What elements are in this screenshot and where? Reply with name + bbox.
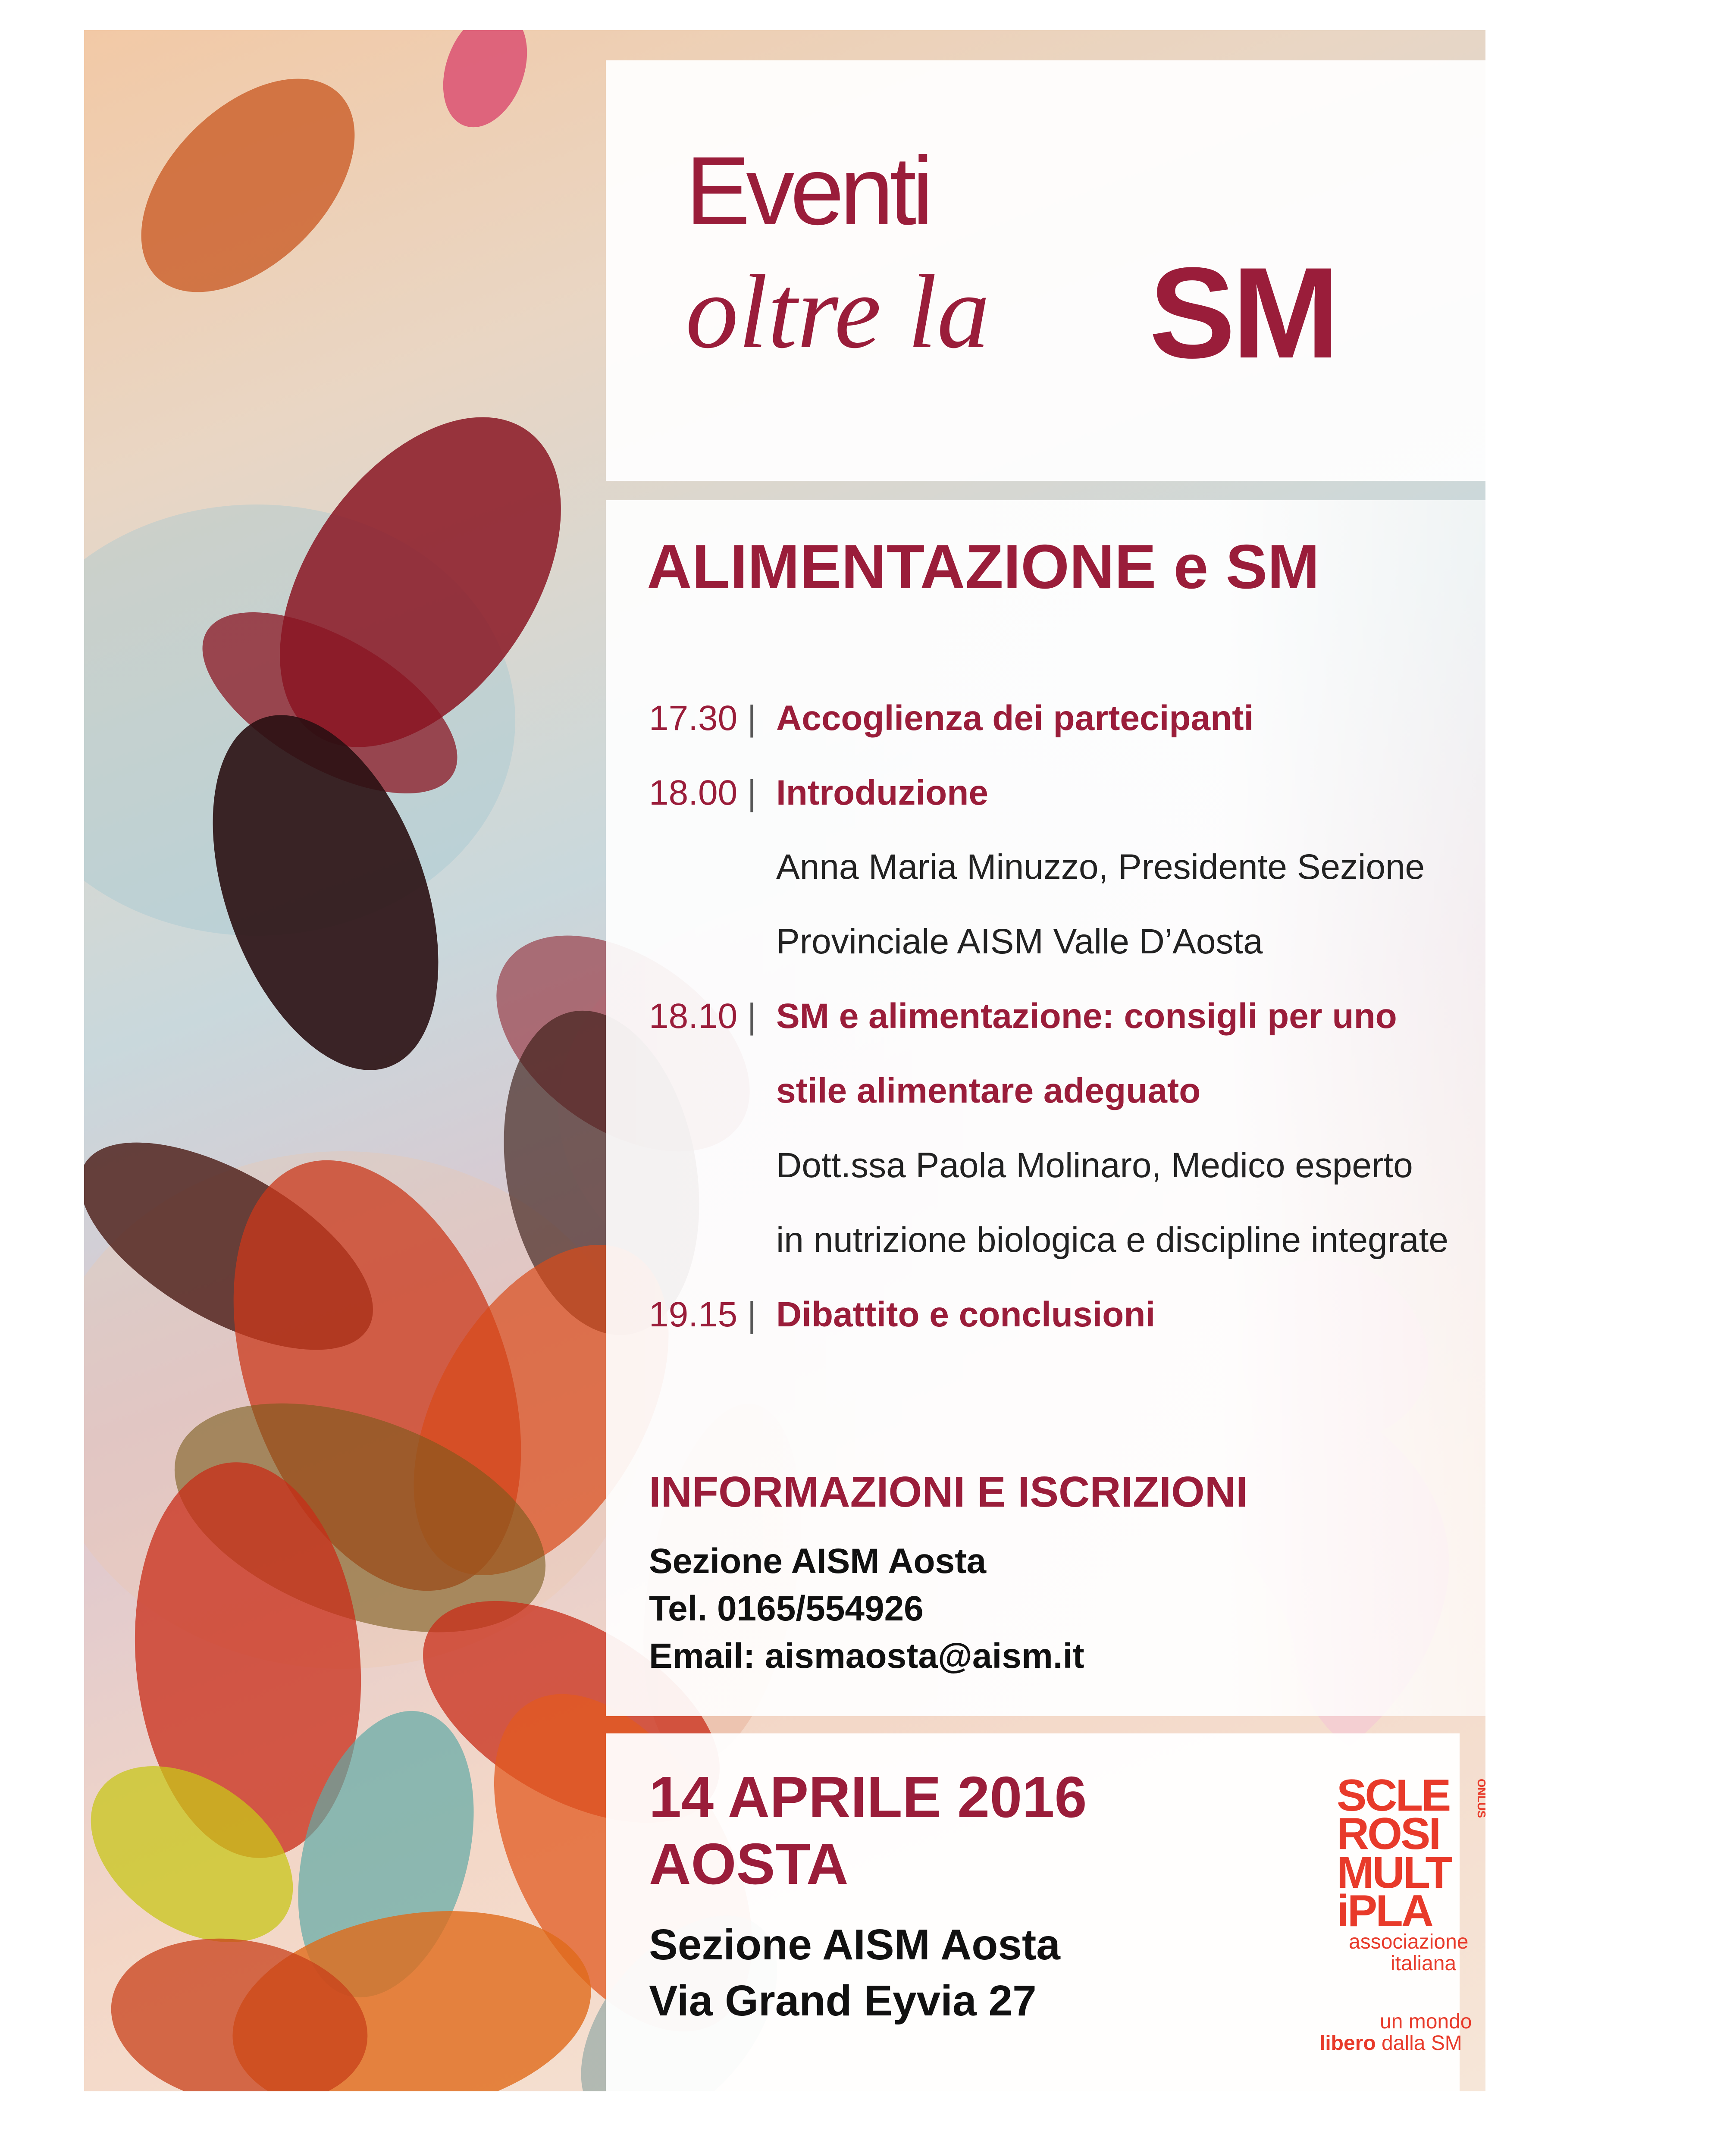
title-oltre-la: oltre la (686, 253, 990, 370)
logo-association: associazione (1349, 1930, 1469, 1953)
logo-tagline-2: libero dalla SM (1319, 2032, 1462, 2055)
event-date: 14 APRILE 2016 (649, 1764, 1087, 1830)
info-organization: Sezione AISM Aosta (649, 1542, 987, 1581)
program-title: Accoglienza dei partecipanti (776, 699, 1254, 738)
title-eventi: Eventi (686, 136, 930, 245)
info-phone: Tel. 0165/554926 (649, 1589, 924, 1628)
event-address: Via Grand Eyvia 27 (649, 1977, 1037, 2025)
program-title-line2: stile alimentare adeguato (776, 1071, 1201, 1110)
program-detail: Anna Maria Minuzzo, Presidente Sezione (776, 847, 1425, 887)
program-time: 17.30 | (649, 699, 757, 738)
info-title: INFORMAZIONI E ISCRIZIONI (649, 1468, 1248, 1516)
logo-row: ROSI (1337, 1809, 1440, 1859)
event-city: AOSTA (649, 1831, 849, 1896)
program-time: 19.15 | (649, 1295, 757, 1334)
program-title: Dibattito e conclusioni (776, 1295, 1156, 1334)
program-detail: in nutrizione biologica e discipline integrate (776, 1220, 1448, 1260)
info-email: Email: aismaosta@aism.it (649, 1636, 1084, 1676)
logo-country: italiana (1391, 1952, 1457, 1975)
program-detail: Provinciale AISM Valle D’Aosta (776, 922, 1263, 961)
logo-row: SCLE (1337, 1771, 1450, 1821)
logo-onlus: ONLUS (1475, 1779, 1488, 1818)
program-detail: Dott.ssa Paola Molinaro, Medico esperto (776, 1146, 1413, 1185)
program-title: Introduzione (776, 773, 988, 812)
program-title: SM e alimentazione: consigli per uno (776, 997, 1397, 1036)
program-time: 18.10 | (649, 997, 757, 1036)
logo-row: iPLA (1337, 1886, 1432, 1937)
title-sm: SM (1149, 240, 1336, 385)
section-title: ALIMENTAZIONE e SM (647, 532, 1320, 602)
logo-tagline-1: un mondo (1380, 2010, 1472, 2033)
logo-row: MULT (1337, 1847, 1451, 1898)
program-time: 18.00 | (649, 773, 757, 812)
event-venue: Sezione AISM Aosta (649, 1921, 1060, 1969)
